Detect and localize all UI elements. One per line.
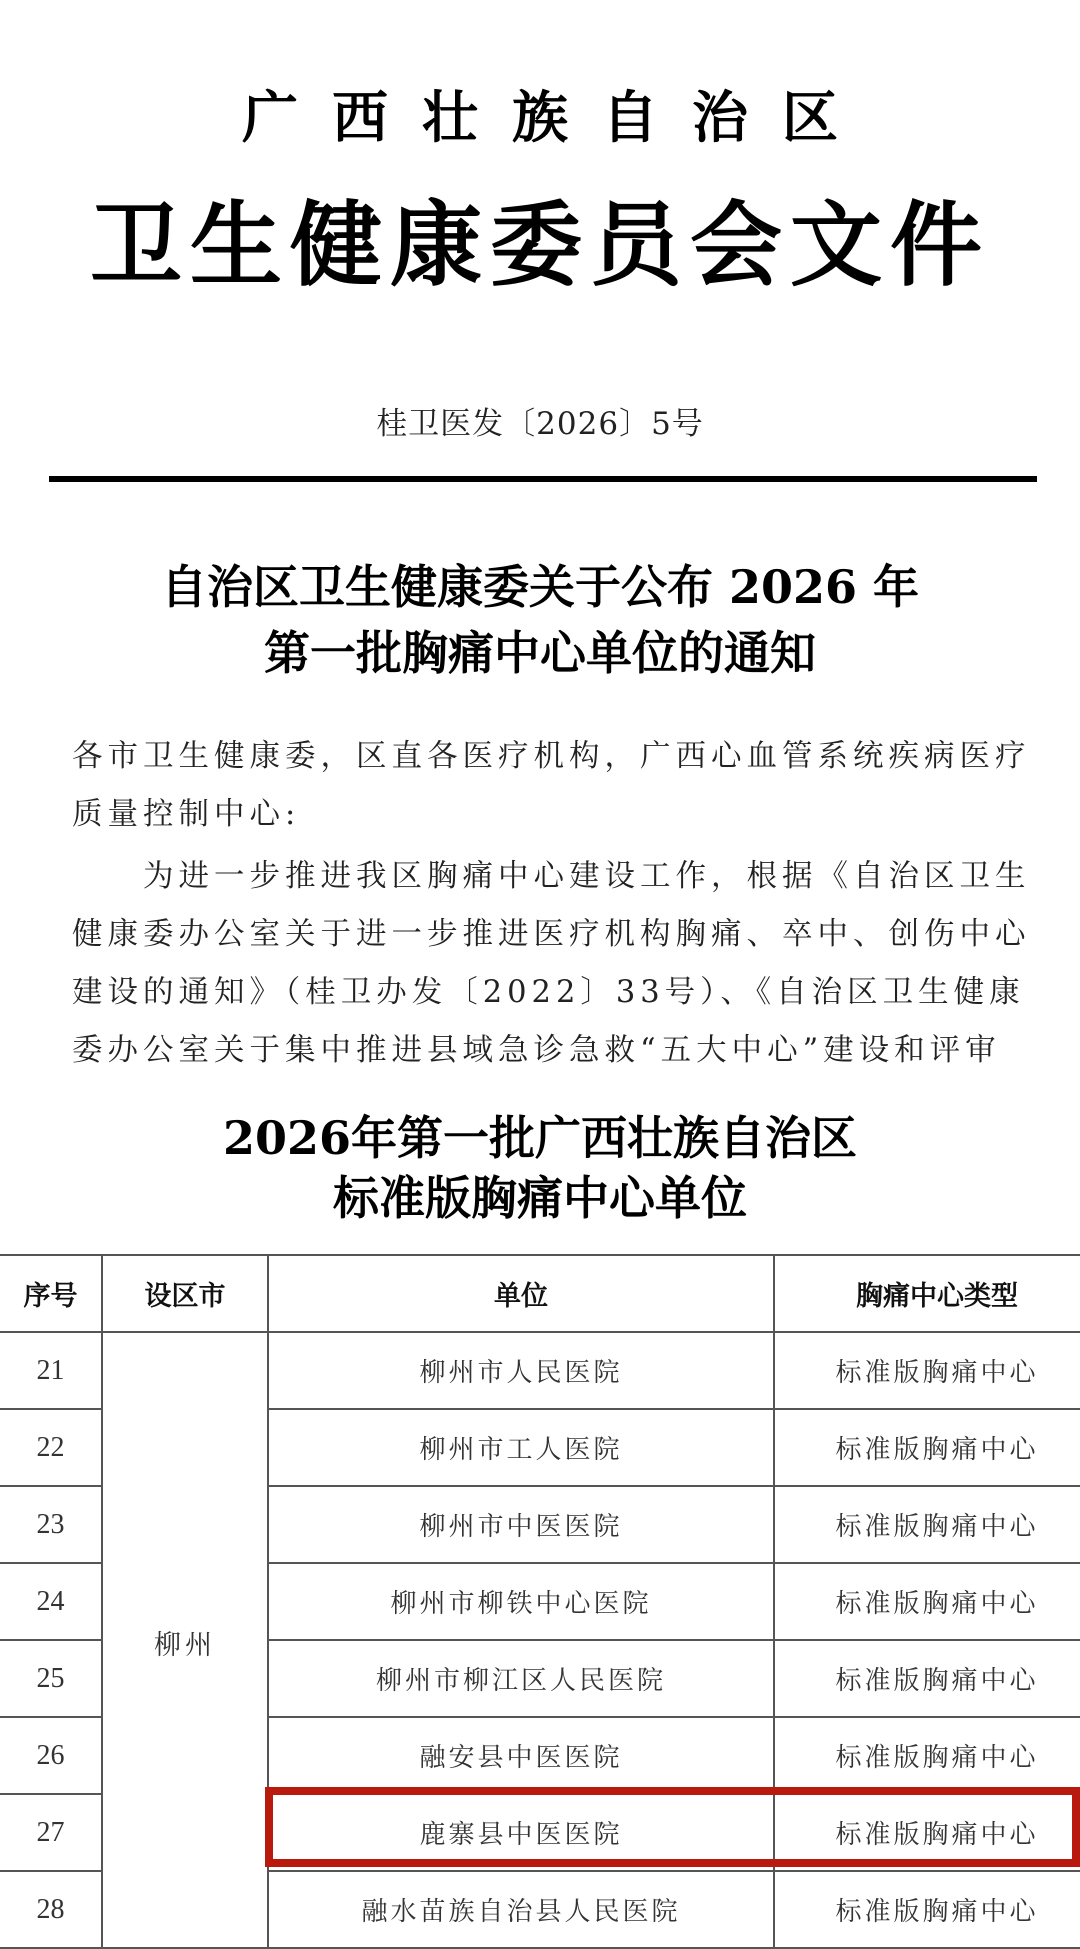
row-center-type: 标准版胸痛中心 [774,1717,1080,1794]
body-line-4: 健康委办公室关于进一步推进医疗机构胸痛、卒中、创伤中心 [72,917,1031,952]
row-unit: 柳州市人民医院 [268,1332,774,1409]
row-center-type: 标准版胸痛中心 [774,1332,1080,1409]
table-row [0,1332,1080,1409]
row-center-type: 标准版胸痛中心 [774,1794,1080,1871]
row-center-type: 标准版胸痛中心 [774,1409,1080,1486]
issuer-region-heading: 广西壮族自治区 [242,85,872,151]
city-cell-liuzhou: 柳州 [102,1332,268,1948]
row-serial-no: 21 [0,1332,102,1409]
body-line-3: 为进一步推进我区胸痛中心建设工作，根据《自治区卫生 [72,859,1031,894]
row-unit: 柳州市柳江区人民医院 [268,1640,774,1717]
body-line-1: 各市卫生健康委，区直各医疗机构，广西心血管系统疾病医疗 [72,739,1031,774]
notice-title [0,554,1080,686]
row-unit: 柳州市工人医院 [268,1409,774,1486]
row-unit: 柳州市中医医院 [268,1486,774,1563]
notice-title-line-2: 第一批胸痛中心单位的通知 [264,626,816,680]
row-unit: 融安县中医医院 [268,1717,774,1794]
header-center-type: 胸痛中心类型 [774,1255,1080,1332]
table-title [0,1108,1080,1228]
body-line-2: 质量控制中心: [72,797,301,832]
row-serial-no: 23 [0,1486,102,1563]
header-city: 设区市 [102,1255,268,1332]
notice-title-line-1: 自治区卫生健康委关于公布 2026 年 [160,560,920,614]
row-center-type: 标准版胸痛中心 [774,1563,1080,1640]
chest-pain-center-table [0,1254,1080,1949]
header-serial-no: 序号 [0,1255,102,1332]
issuer-agency-heading: 卫生健康委员会文件 [89,191,990,299]
body-line-5: 建设的通知》（桂卫办发〔2022〕33号）、《自治区卫生健康 [72,975,1025,1010]
row-serial-no: 25 [0,1640,102,1717]
row-center-type: 标准版胸痛中心 [774,1640,1080,1717]
header-unit: 单位 [268,1255,774,1332]
row-serial-no: 24 [0,1563,102,1640]
table-title-line-2: 标准版胸痛中心单位 [333,1171,747,1225]
row-unit: 柳州市柳铁中心医院 [268,1563,774,1640]
row-unit: 鹿寨县中医医院 [268,1794,774,1871]
row-serial-no: 28 [0,1871,102,1948]
table-title-line-1: 2026年第一批广西壮族自治区 [222,1111,858,1165]
header-divider [49,476,1037,482]
row-serial-no: 27 [0,1794,102,1871]
row-serial-no: 22 [0,1409,102,1486]
row-center-type: 标准版胸痛中心 [774,1871,1080,1948]
row-unit: 融水苗族自治县人民医院 [268,1871,774,1948]
document-number: 桂卫医发〔2026〕5号 [376,406,704,442]
table-header-row [0,1255,1080,1332]
body-line-6: 委办公室关于集中推进县域急诊急救“五大中心”建设和评审 [72,1033,1001,1068]
row-center-type: 标准版胸痛中心 [774,1486,1080,1563]
row-serial-no: 26 [0,1717,102,1794]
